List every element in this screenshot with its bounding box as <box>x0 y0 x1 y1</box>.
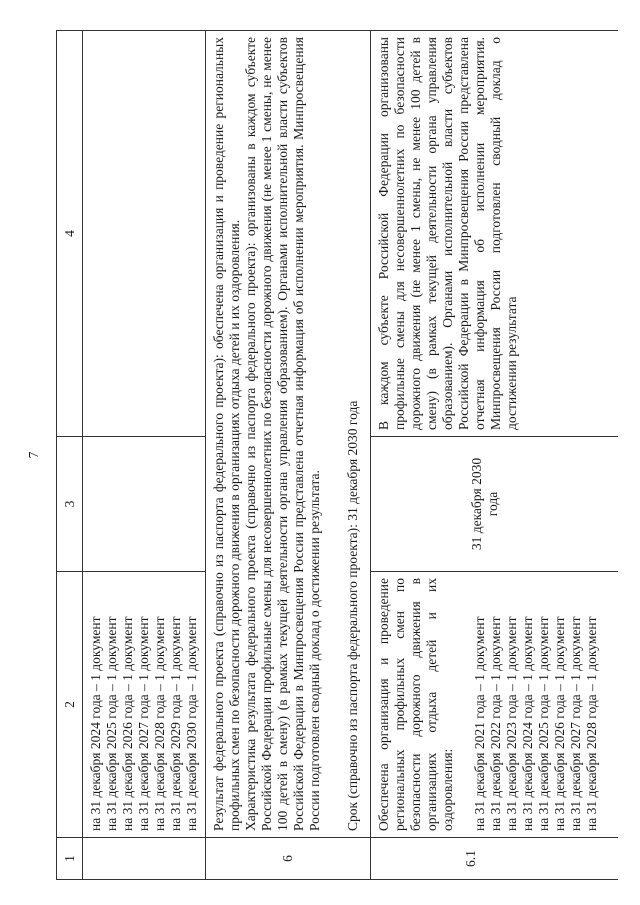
continuation-row-col-1 <box>82 838 205 880</box>
list-item: на 31 декабря 2023 года – 1 документ <box>504 616 519 831</box>
row-6-number <box>205 838 370 880</box>
list-item: на 31 декабря 2025 года – 1 документ <box>104 616 119 831</box>
list-item: на 31 декабря 2021 года – 1 документ <box>472 616 487 831</box>
deadline-date: 31 декабря 2030 года <box>469 457 500 551</box>
list-item: на 31 декабря 2030 года – 1 документ <box>184 616 199 831</box>
spacer <box>456 578 472 831</box>
list-item: на 31 декабря 2022 года – 1 документ <box>488 616 503 831</box>
header-col-2: 2 <box>56 572 82 838</box>
header-col-3: 3 <box>56 437 82 572</box>
row-number-label: 6.1 <box>463 850 478 867</box>
continuation-row-col-3 <box>82 437 205 572</box>
row-6-1-col-4 <box>370 30 618 437</box>
list-item: на 31 декабря 2024 года – 1 документ <box>88 616 103 831</box>
spacer <box>323 37 345 831</box>
list-item: на 31 декабря 2027 года – 1 документ <box>568 616 583 831</box>
list-item: на 31 декабря 2028 года – 1 документ <box>584 616 599 831</box>
page-number: 7 <box>26 451 41 459</box>
header-col-4: 4 <box>56 30 82 437</box>
result-paragraph: Результат федерального проекта (справочно из паспорта федерального проекта): обеспечена организация и проведение региональных профильных смен по безопасности дорожного движения в организациях отдыха детей и их оздоровления. <box>211 37 242 831</box>
deadline-paragraph: Срок (справочно из паспорта федерального проекта): 31 декабря 2030 года <box>345 400 360 831</box>
continuation-row-col-4 <box>82 30 205 437</box>
row-6-1-col-2 <box>370 572 618 838</box>
activity-title: Обеспечена организация и проведение региональных профильных смен по безопасности дорожного движения в организациях отдыха детей и их оздоровления: <box>376 578 455 831</box>
list-item: на 31 декабря 2026 года – 1 документ <box>552 616 567 831</box>
header-col-1: 1 <box>56 838 82 880</box>
row-6-1-col-3 <box>370 437 618 572</box>
list-item: на 31 декабря 2027 года – 1 документ <box>136 616 151 831</box>
characteristic-paragraph: Характеристика результата федерального проекта (справочно из паспорта федерального проекта): организованы в каждом субъекте Российской Федерации профильные смены для несовершеннолетних по безопасности дорожного движения (не менее 1 смены, не менее 100 детей в смену) (в рамках текущей деятельности органа управления образованием). Органами исполнительной власти субъектов Российской Федерации в Минпросвещения России представлена отчетная информация об исполнении мероприятия. Минпросвещения России подготовлен сводный доклад о достижении результата. <box>243 37 322 831</box>
continuation-row-col-2 <box>82 572 205 838</box>
expected-result-paragraph: В каждом субъекте Российской Федерации организованы профильные смены для несовершеннолетних по безопасности дорожного движения (не менее 1 смены, не менее 100 детей в смену) (в рамках текущей деятельности органа управления образованием). Органами исполнительной власти субъектов Российской Федерации в Минпросвещения России представлена отчетная информация об исполнении мероприятия. Минпросвещения России подготовлен сводный доклад о достижении результата <box>376 37 519 430</box>
list-item: на 31 декабря 2024 года – 1 документ <box>520 616 535 831</box>
row-6-1-number <box>370 838 618 880</box>
list-item: на 31 декабря 2028 года – 1 документ <box>152 616 167 831</box>
row-number-label: 6 <box>280 855 295 862</box>
list-item: на 31 декабря 2025 года – 1 документ <box>536 616 551 831</box>
list-item: на 31 декабря 2029 года – 1 документ <box>168 616 183 831</box>
row-6-merged-cell <box>205 30 370 838</box>
list-item: на 31 декабря 2026 года – 1 документ <box>120 616 135 831</box>
